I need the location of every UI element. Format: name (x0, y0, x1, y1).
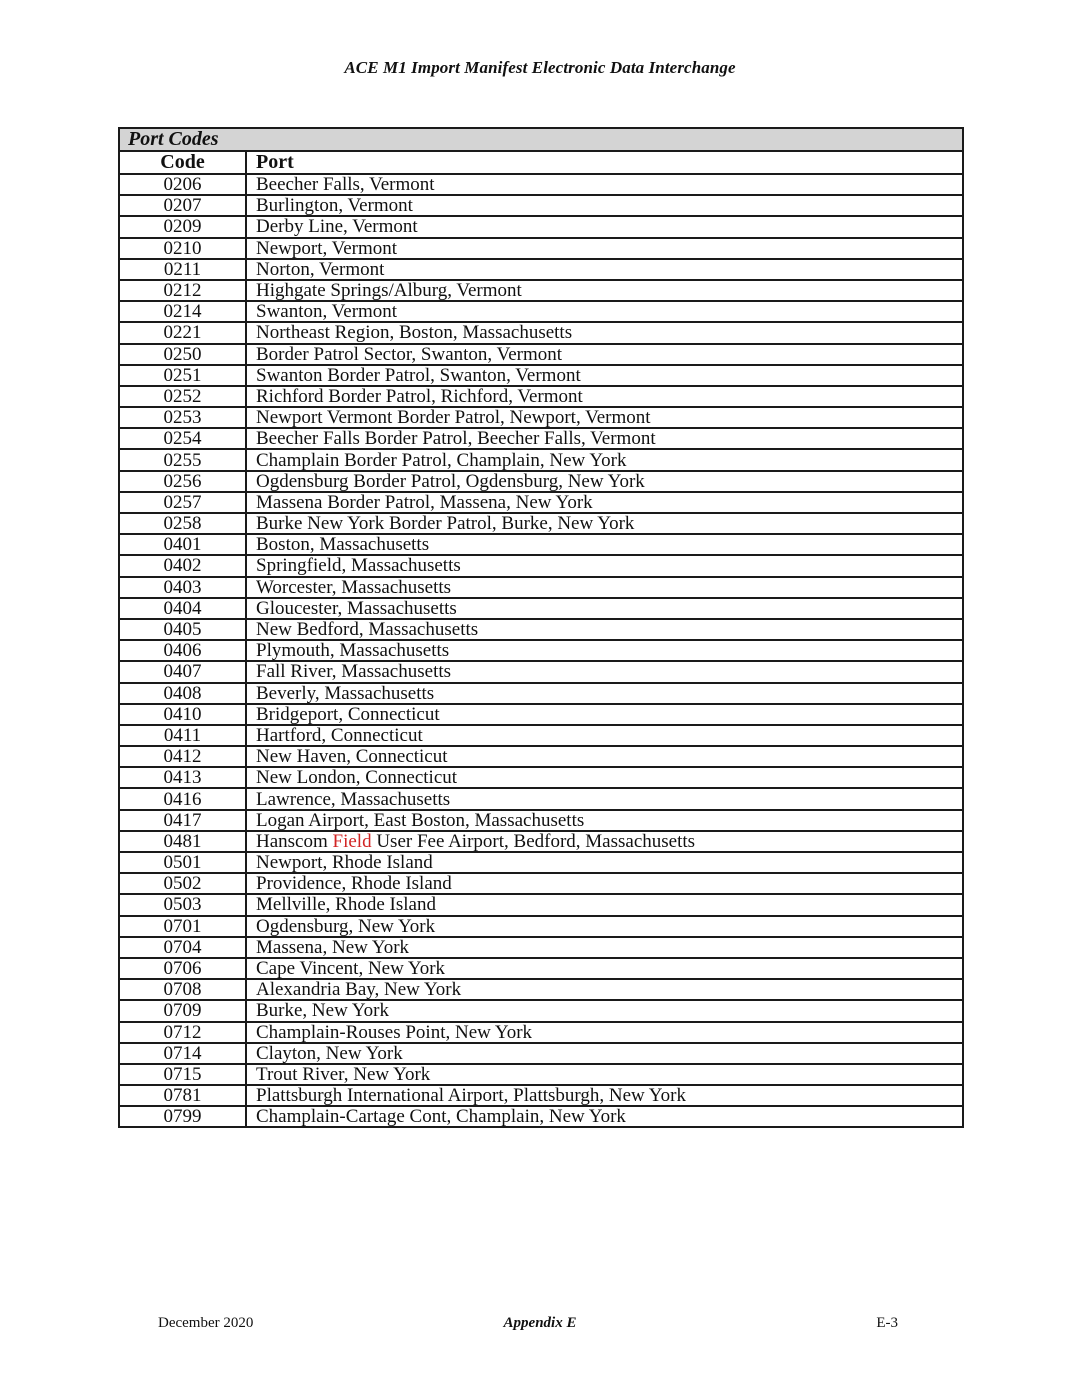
port-name-cell: Worcester, Massachusetts (246, 577, 963, 598)
port-name-cell: Champlain-Cartage Cont, Champlain, New York (246, 1106, 963, 1127)
port-code-cell: 0410 (119, 704, 246, 725)
port-code-cell: 0411 (119, 725, 246, 746)
table-row (119, 1085, 963, 1106)
port-name-cell: Trout River, New York (246, 1064, 963, 1085)
table-row (119, 238, 963, 259)
port-name-cell: Boston, Massachusetts (246, 534, 963, 555)
port-name-cell: Mellville, Rhode Island (246, 894, 963, 915)
port-code-cell: 0503 (119, 894, 246, 915)
port-name-cell: Beecher Falls, Vermont (246, 174, 963, 195)
port-name-cell: Newport Vermont Border Patrol, Newport, Vermont (246, 407, 963, 428)
table-row (119, 916, 963, 937)
port-name-text: Hanscom (256, 830, 333, 852)
table-title: Port Codes (119, 128, 963, 151)
table-row (119, 894, 963, 915)
page-header: ACE M1 Import Manifest Electronic Data Interchange (344, 58, 736, 77)
footer-date: December 2020 (158, 1315, 254, 1331)
port-code-cell: 0799 (119, 1106, 246, 1127)
port-name-cell: Northeast Region, Boston, Massachusetts (246, 322, 963, 343)
table-row (119, 365, 963, 386)
port-name-cell: Alexandria Bay, New York (246, 979, 963, 1000)
port-name-cell: New Haven, Connecticut (246, 746, 963, 767)
port-code-cell: 0206 (119, 174, 246, 195)
port-code-cell: 0406 (119, 640, 246, 661)
port-name-cell: Bridgeport, Connecticut (246, 704, 963, 725)
port-codes-table (118, 127, 964, 1128)
port-name-cell: Newport, Vermont (246, 238, 963, 259)
column-header-code: Code (119, 151, 246, 174)
port-name-cell: New Bedford, Massachusetts (246, 619, 963, 640)
port-code-cell: 0252 (119, 386, 246, 407)
port-code-cell: 0708 (119, 979, 246, 1000)
port-name-cell: Logan Airport, East Boston, Massachusetts (246, 810, 963, 831)
port-name-cell: New London, Connecticut (246, 767, 963, 788)
table-body (119, 174, 963, 1127)
port-code-cell: 0714 (119, 1043, 246, 1064)
port-code-cell: 0781 (119, 1085, 246, 1106)
port-name-cell: Burke, New York (246, 1000, 963, 1021)
port-name-cell: Massena Border Patrol, Massena, New York (246, 492, 963, 513)
table-row (119, 513, 963, 534)
table-row (119, 683, 963, 704)
table-row (119, 661, 963, 682)
table-row (119, 492, 963, 513)
port-name-cell: Hartford, Connecticut (246, 725, 963, 746)
table-row (119, 534, 963, 555)
table-row (119, 428, 963, 449)
port-code-cell: 0408 (119, 683, 246, 704)
port-code-cell: 0256 (119, 471, 246, 492)
port-code-cell: 0257 (119, 492, 246, 513)
port-name-cell: Lawrence, Massachusetts (246, 788, 963, 809)
table-header-row (119, 151, 963, 174)
port-code-cell: 0704 (119, 937, 246, 958)
table-row (119, 577, 963, 598)
port-code-cell: 0250 (119, 344, 246, 365)
table-row (119, 407, 963, 428)
table-row (119, 1064, 963, 1085)
port-name-cell: Plymouth, Massachusetts (246, 640, 963, 661)
port-code-cell: 0254 (119, 428, 246, 449)
port-name-cell: Gloucester, Massachusetts (246, 598, 963, 619)
port-name-cell: Fall River, Massachusetts (246, 661, 963, 682)
table-row (119, 301, 963, 322)
table-row (119, 725, 963, 746)
port-code-cell: 0402 (119, 555, 246, 576)
table-row (119, 979, 963, 1000)
port-name-cell: Richford Border Patrol, Richford, Vermont (246, 386, 963, 407)
port-code-cell: 0413 (119, 767, 246, 788)
port-code-cell: 0214 (119, 301, 246, 322)
port-name-cell: Springfield, Massachusetts (246, 555, 963, 576)
port-code-cell: 0258 (119, 513, 246, 534)
table-row (119, 322, 963, 343)
port-name-cell: Norton, Vermont (246, 259, 963, 280)
table-row (119, 174, 963, 195)
port-name-cell: Beecher Falls Border Patrol, Beecher Falls, Vermont (246, 428, 963, 449)
port-name-cell: Plattsburgh International Airport, Plattsburgh, New York (246, 1085, 963, 1106)
table-row (119, 216, 963, 237)
port-name-cell: Derby Line, Vermont (246, 216, 963, 237)
port-name-cell: Champlain-Rouses Point, New York (246, 1022, 963, 1043)
port-code-cell: 0212 (119, 280, 246, 301)
table-row (119, 873, 963, 894)
port-name-cell: Border Patrol Sector, Swanton, Vermont (246, 344, 963, 365)
port-code-cell: 0207 (119, 195, 246, 216)
port-code-cell: 0404 (119, 598, 246, 619)
table-row (119, 704, 963, 725)
port-code-cell: 0221 (119, 322, 246, 343)
port-code-cell: 0210 (119, 238, 246, 259)
table-row (119, 1043, 963, 1064)
port-code-cell: 0209 (119, 216, 246, 237)
table-row (119, 746, 963, 767)
port-name-cell: Massena, New York (246, 937, 963, 958)
port-name-cell: Champlain Border Patrol, Champlain, New York (246, 449, 963, 470)
table-row (119, 1022, 963, 1043)
table-row (119, 788, 963, 809)
port-name-cell (246, 831, 963, 852)
port-code-cell: 0715 (119, 1064, 246, 1085)
port-name-text: User Fee Airport, Bedford, Massachusetts (371, 830, 696, 852)
port-name-cell: Beverly, Massachusetts (246, 683, 963, 704)
footer-page-number: E-3 (876, 1315, 898, 1331)
table-row (119, 449, 963, 470)
port-code-cell: 0706 (119, 958, 246, 979)
port-code-cell: 0481 (119, 831, 246, 852)
table-row (119, 598, 963, 619)
port-code-cell: 0405 (119, 619, 246, 640)
port-name-cell: Highgate Springs/Alburg, Vermont (246, 280, 963, 301)
table-row (119, 640, 963, 661)
table-row (119, 958, 963, 979)
port-name-cell: Ogdensburg, New York (246, 916, 963, 937)
port-code-cell: 0709 (119, 1000, 246, 1021)
port-code-cell: 0251 (119, 365, 246, 386)
port-name-cell: Newport, Rhode Island (246, 852, 963, 873)
table-row (119, 852, 963, 873)
table-row (119, 471, 963, 492)
table-row (119, 810, 963, 831)
port-code-cell: 0403 (119, 577, 246, 598)
table-row (119, 386, 963, 407)
table-row (119, 195, 963, 216)
table-row (119, 555, 963, 576)
port-code-cell: 0502 (119, 873, 246, 894)
port-code-cell: 0712 (119, 1022, 246, 1043)
port-code-cell: 0501 (119, 852, 246, 873)
port-name-cell: Burlington, Vermont (246, 195, 963, 216)
port-name-cell: Providence, Rhode Island (246, 873, 963, 894)
table-row (119, 280, 963, 301)
port-code-cell: 0412 (119, 746, 246, 767)
table-row (119, 1000, 963, 1021)
port-name-cell: Ogdensburg Border Patrol, Ogdensburg, New York (246, 471, 963, 492)
port-code-cell: 0417 (119, 810, 246, 831)
highlighted-text: Field (332, 830, 372, 852)
port-code-cell: 0701 (119, 916, 246, 937)
port-code-cell: 0416 (119, 788, 246, 809)
table-row (119, 259, 963, 280)
port-name-cell: Swanton Border Patrol, Swanton, Vermont (246, 365, 963, 386)
port-name-cell: Swanton, Vermont (246, 301, 963, 322)
port-code-cell: 0401 (119, 534, 246, 555)
port-code-cell: 0211 (119, 259, 246, 280)
table-row (119, 619, 963, 640)
port-name-cell: Burke New York Border Patrol, Burke, New York (246, 513, 963, 534)
table-row (119, 344, 963, 365)
footer-section: Appendix E (503, 1315, 577, 1331)
port-name-cell: Clayton, New York (246, 1043, 963, 1064)
table-row (119, 767, 963, 788)
port-code-cell: 0255 (119, 449, 246, 470)
table-row (119, 937, 963, 958)
port-code-cell: 0407 (119, 661, 246, 682)
port-name-cell: Cape Vincent, New York (246, 958, 963, 979)
table-row (119, 831, 963, 852)
column-header-port: Port (246, 151, 963, 174)
table-row (119, 1106, 963, 1127)
port-code-cell: 0253 (119, 407, 246, 428)
table-title-row (119, 128, 963, 151)
